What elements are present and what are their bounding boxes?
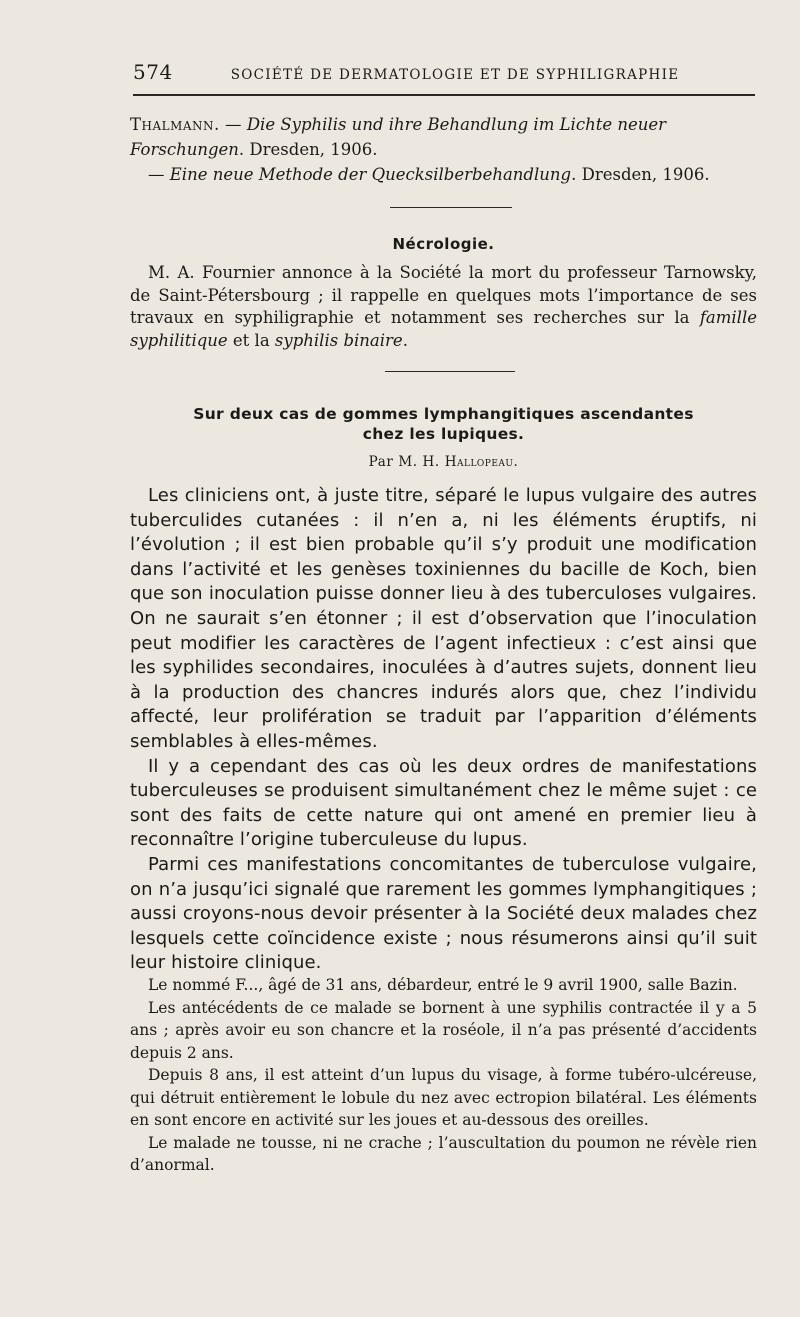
paragraph: Le malade ne tousse, ni ne crache ; l’auscultation du poumon ne révèle rien d’anormal. (130, 1133, 757, 1174)
section-divider (390, 207, 512, 208)
necrology-text-mid: et la (227, 330, 275, 350)
author-prefix: Par M. H. (368, 454, 445, 470)
running-title: SOCIÉTÉ DE DERMATOLOGIE ET DE SYPHILIGRAPHIE (230, 67, 680, 83)
section-divider (385, 371, 515, 372)
necrology-title: Nécrologie. (392, 235, 495, 253)
page-header (133, 60, 755, 86)
paragraph: Les cliniciens ont, à juste titre, séparé le lupus vulgaire des autres tuberculides cutanées : il n’en a, ni les éléments éruptifs, ni l’évolution ; il est bien probable qu’il s’y produit une modification dans l’activité et les genèses toxiniennes du bacille de Koch, bien que son inoculation puisse donner lieu à des tuberculoses vulgaires. On ne saurait s’en étonner ; il est d’observation que l’inoculation peut modifier les caractères de l’agent infectieux : c’est ainsi que les syphilides secondaires, inoculées à d’autres sujets, donnent lieu à la production des chancres indurés alors que, chez l’individu affecté, leur prolifération se traduit par l’apparition d’éléments semblables à elles-mêmes. (130, 485, 757, 752)
article-title (130, 404, 757, 444)
case-report (130, 974, 757, 1177)
article-title-line-2: chez les lupiques. (362, 425, 525, 443)
bib-author: Thalmann. (130, 115, 220, 134)
page-number: 574 (133, 60, 173, 84)
article-author (130, 454, 757, 470)
bib-title: Die Syphilis und ihre Behandlung im Lichte neuer Forschungen (130, 115, 667, 159)
paragraph: Il y a cependant des cas où les deux ordres de manifestations tuberculeuses se produisent simultanément chez le même sujet : ce sont des faits de cette nature qui ont amené en premier lieu à reconnaître l’origine tuberculeuse du lupus. (130, 755, 757, 851)
header-rule (133, 94, 755, 96)
bib-place: Dresden, 1906. (249, 140, 378, 159)
author-name: Hallopeau. (444, 454, 519, 470)
bibliography-entry: Thalmann. — Die Syphilis und ihre Behandlung im Lichte neuer Forschungen. Dresden, 1906. (130, 115, 667, 159)
necrology-italic-1: famille syphilitique (130, 308, 757, 350)
bibliography-entry: — Eine neue Methode der Quecksilberbehandlung. Dresden, 1906. (148, 165, 710, 184)
bibliography (130, 112, 757, 187)
necrology-text-start: M. A. Fournier annonce à la Société la mort du professeur Tarnowsky, de Saint-Pétersbourg ; il rappelle en quelques mots l’importance de ses travaux en syphiligraphie et notamment ses recherches sur la (130, 263, 757, 327)
paragraph: Les antécédents de ce malade se bornent à une syphilis contractée il y a 5 ans ; après avoir eu son chancre et la roséole, il n’a pas présenté d’accidents depuis 2 ans. (130, 998, 757, 1062)
necrology-text (130, 262, 757, 352)
necrology-text-end: . (402, 330, 408, 350)
article-title-line-1: Sur deux cas de gommes lymphangitiques ascendantes (193, 405, 694, 423)
article-body (130, 484, 757, 976)
necrology-italic-2: syphilis binaire (274, 330, 403, 350)
paragraph: Depuis 8 ans, il est atteint d’un lupus du visage, à forme tubéro-ulcéreuse, qui détruit entièrement le lobule du nez avec ectropion bilatéral. Les éléments en sont encore en activité sur les joues et au-dessous des oreilles. (130, 1066, 757, 1129)
paragraph: Parmi ces manifestations concomitantes de tuberculose vulgaire, on n’a jusqu’ici signalé que rarement les gommes lymphangitiques ; aussi croyons-nous devoir présenter à la Société deux malades chez lesquels cette coïncidence existe ; nous résumerons ainsi qu’il suit leur histoire clinique. (130, 853, 757, 974)
bib-place: Dresden, 1906. (581, 165, 710, 184)
bib-title: Eine neue Methode der Quecksilberbehandlung (169, 165, 572, 184)
paragraph: Le nommé F..., âgé de 31 ans, débardeur, entré le 9 avril 1900, salle Bazin. (148, 976, 738, 994)
